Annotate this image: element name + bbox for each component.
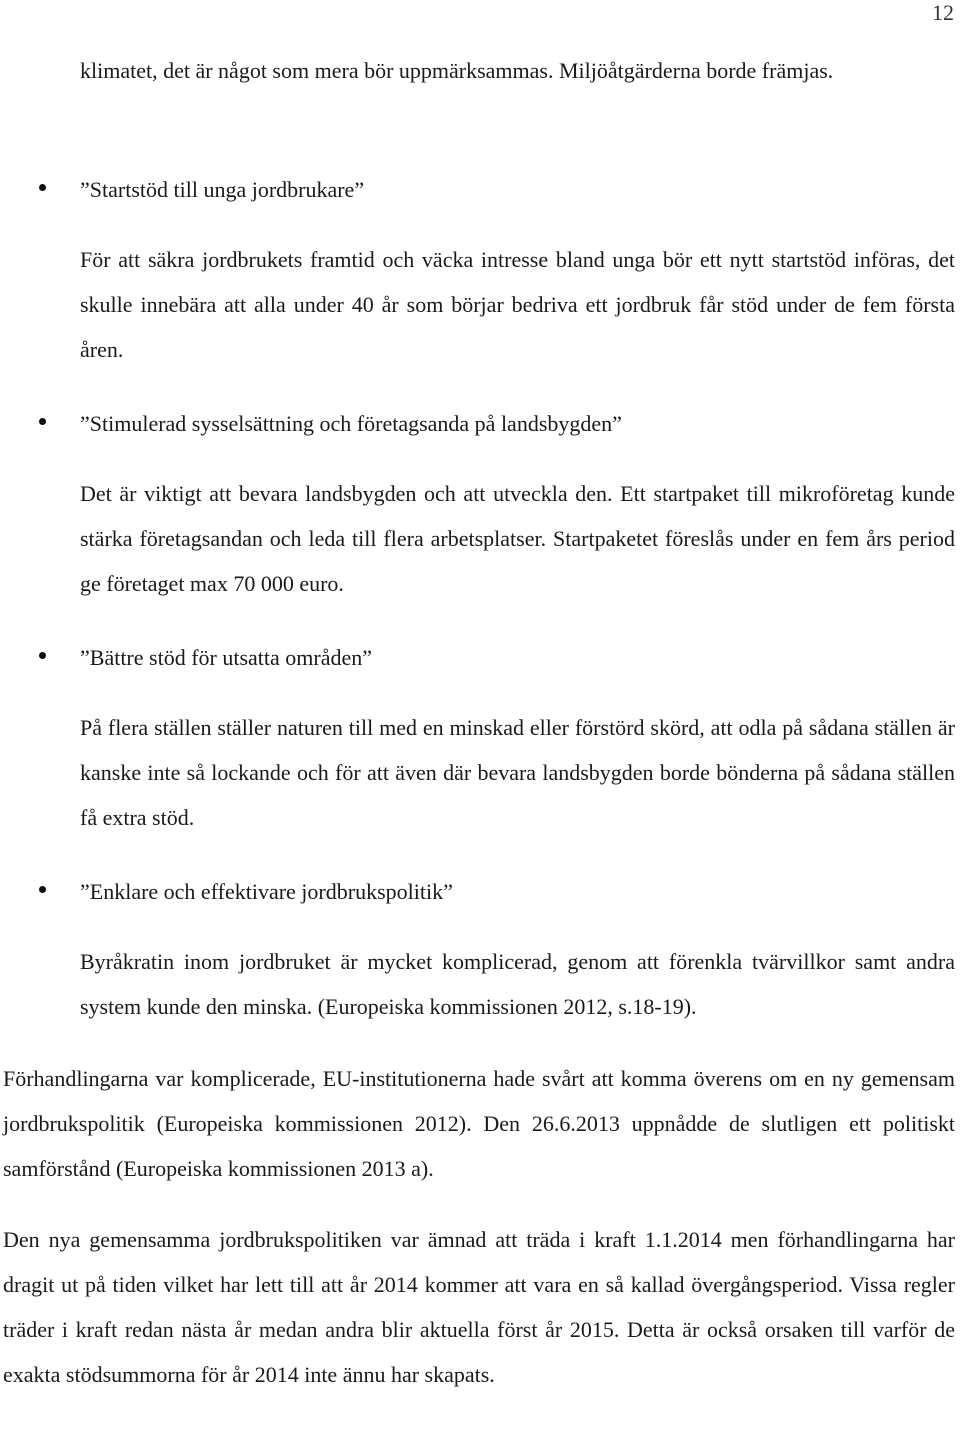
- bullet-heading: ”Bättre stöd för utsatta områden”: [80, 645, 373, 670]
- paragraph-text: Den nya gemensamma jordbrukspolitiken var ämnad att träda i kraft 1.1.2014 men förhandlingarna har dragit ut på tiden vilket har lett till att år 2014 kommer att vara en så kallad övergångsperiod. Vissa regler träder i kraft redan nästa år medan andra blir aktuella först år 2015. Detta är också orsaken till varför de exakta stödsummorna för år 2014 inte ännu har skapats.: [3, 1227, 955, 1387]
- section-body-text: För att säkra jordbrukets framtid och väcka intresse bland unga bör ett nytt startstöd införas, det skulle innebära att alla under 40 år som börjar bedriva ett jordbruk får stöd under de fem första åren.: [80, 247, 955, 362]
- section-body-text: Byråkratin inom jordbruket är mycket komplicerad, genom att förenkla tvärvillkor samt andra system kunde den minska. (Europeiska kommissionen 2012, s.18-19).: [80, 949, 955, 1019]
- paragraph-den-nya: [0, 1217, 960, 1397]
- section-body: [0, 237, 960, 372]
- bullet-heading: ”Startstöd till unga jordbrukare”: [80, 177, 365, 202]
- bullet-icon: [39, 886, 46, 893]
- continuation-text: klimatet, det är något som mera bör uppmärksammas. Miljöåtgärderna borde främjas.: [80, 58, 834, 83]
- bullet-heading: ”Stimulerad sysselsättning och företagsanda på landsbygden”: [80, 411, 622, 436]
- paragraph-text: Förhandlingarna var komplicerade, EU-institutionerna hade svårt att komma överens om en ny gemensam jordbrukspolitik (Europeiska kommissionen 2012). Den 26.6.2013 uppnådde de slutligen ett politiskt samförstånd (Europeiska kommissionen 2013 a).: [3, 1066, 955, 1181]
- bullet-item-jordbrukspolitik: [0, 869, 960, 914]
- bullet-item-startstod: [0, 167, 960, 212]
- continuation-paragraph: [0, 48, 960, 93]
- section-body: [0, 705, 960, 840]
- bullet-heading: ”Enklare och effektivare jordbrukspolitik”: [80, 879, 453, 904]
- paragraph-forhandlingarna: [0, 1056, 960, 1191]
- bullet-icon: [39, 184, 46, 191]
- bullet-icon: [39, 652, 46, 659]
- section-body-text: Det är viktigt att bevara landsbygden och att utveckla den. Ett startpaket till mikroföretag kunde stärka företagsandan och leda till flera arbetsplatser. Startpaketet föreslås under en fem års period ge företaget max 70 000 euro.: [80, 481, 955, 596]
- page-number: 12: [932, 0, 954, 25]
- bullet-item-sysselsattning: [0, 401, 960, 446]
- bullet-item-utsatta-omraden: [0, 635, 960, 680]
- bullet-icon: [39, 418, 46, 425]
- section-body: [0, 471, 960, 606]
- section-body: [0, 939, 960, 1029]
- section-body-text: På flera ställen ställer naturen till med en minskad eller förstörd skörd, att odla på sådana ställen är kanske inte så lockande och för att även där bevara landsbygden borde bönderna på sådana ställen få extra stöd.: [80, 715, 955, 830]
